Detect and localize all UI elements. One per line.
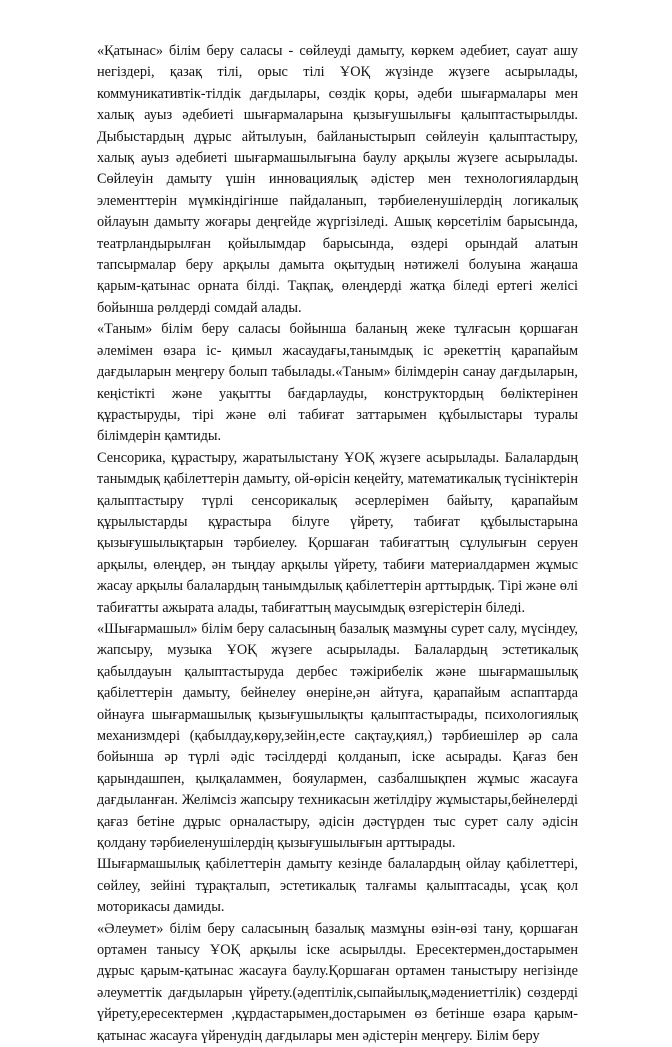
paragraph-tanym: «Таным» білім беру саласы бойынша баланың жеке тұлғасын қоршаған әлемімен өзара іс- қимыл жасаудағы,танымдық іс әрекеттің қарапайым дағдыларын меңгеру болып табылады.«Таным» білімдерін санау дағдыларын, кеңістікті және уақытты бағдарлауды, конструктордың бөліктерінен құрастыруды, тірі және өлі табиғат заттарымен құбылыстары туралы білімдерін қамтиды.	[97, 321, 578, 445]
paragraph-qatynas: «Қатынас» білім беру саласы - сөйлеуді дамыту, көркем әдебиет, сауат ашу негіздері, қазақ тілі, орыс тілі ҰОҚ жүзінде жүзеге асырылады, коммуникативтік-тілдік дағдылары, сөздік қоры, әдеби шығармалары мен халық ауыз әдебиеті шығармаларына қызығушылығы қалыптастырылды. Дыбыстардың дұрыс айтылуын, байланыстырып сөйлеуін қалыптастыру, халық ауыз әдебиеті шығармашылығына баулу арқылы жүзеге асырылады. Сөйлеуін дамыту үшін инновациялық әдістер мен технологиялардың элементтерін мүмкіндігінше пайдаланып, тәрбиеленушілердің логикалық ойлауын дамыту жоғары деңгейде жүргізіледі. Ашық көрсетілім барысында, театрландырылған қойылымдар барысында, өздері орындай алатын тапсырмалар беру арқылы дамыта оқытудың нәтижелі болуына жаңаша қарым-қатынас орната білді. Тақпақ, өлеңдерді жатқа біледі ертегі желісі бойынша рөлдерді сомдай алады.	[97, 43, 578, 316]
paragraph-sensorika: Сенсорика, құрастыру, жаратылыстану ҰОҚ жүзеге асырылады. Балалардың танымдық қабілеттерін дамыту, ой-өрісін кеңейту, математикалық түсініктерін қалыптастыру түрлі сенсорикалық әсерлерімен байыту, қарапайым құрылыстарды құрастыра білуге үйрету, табиғат құбылыстарына қызығушылықтарын тәрбиелеу. Қоршаған табиғаттың сұлулығын серуен арқылы, өлеңдер, ән тыңдау арқылы үйрету, табиғи материалдармен жұмыс жасау арқылы балалардың танымдылық қабілеттерін арттырдық. Тірі және өлі табиғатты ажырата алады, табиғаттың маусымдық өзгерістерін біледі.	[97, 449, 578, 616]
paragraph-creative-abilities: Шығармашылық қабілеттерін дамыту кезінде балалардың ойлау қабілеттері, сөйлеу, зейіні тұрақталып, эстетикалық талғамы қалыптасады, ұсақ қол моторикасы дамиды.	[97, 856, 578, 916]
paragraph-shygarmashyl: «Шығармашыл» білім беру саласының базалық мазмұны сурет салу, мүсіндеу, жапсыру, музыка ҰОҚ жүзеге асырылады. Балалардың эстетикалық қабылдауын қалыптастыруда дербес тәжірибелік және шығармашылық қабілеттерін дамыту, бейнелеу өнеріне,ән айтуға, қарапайым аспаптарда ойнауға шығармашылық қызығушылықты қалыптастырады, психологиялық механизмдері (қабылдау,көру,зейін,есте сақтау,қиял,) тәрбиешілер әр сала бойынша әр түрлі әдіс тәсілдерді қолданып, іске асырады. Қағаз бен қарындашпен, қылқаламмен, бояулармен, сазбалшықпен жұмыс жасауға дағдыланған. Желімсіз жапсыру техникасын жетілдіру жұмыстары,бейнелерді қағаз бетіне дұрыс орналастыру, әдісін дәстүрден тыс сурет салу әдісін қолдану тәрбиеленушілердің қызығушылығын арттырады.	[97, 620, 578, 852]
paragraph-aleumet: «Әлеумет» білім беру саласының базалық мазмұны өзін-өзі тану, қоршаған ортамен танысу ҰОҚ арқылы іске асырылды. Ересектермен,достарымен дұрыс қарым-қатынас жасауға баулу.Қоршаған ортамен таныстыру негізінде әлеуметтік дағдыларын үйрету.(әдептілік,сыпайылық,мәдениеттілік) сөздерді үйрету,ересектермен ,құрдастарымен,достарымен өз бетінше өзара қарым-қатынас жасауға үйренудің дағдылары мен әдістерін меңгеру. Білім беру	[97, 920, 578, 1044]
